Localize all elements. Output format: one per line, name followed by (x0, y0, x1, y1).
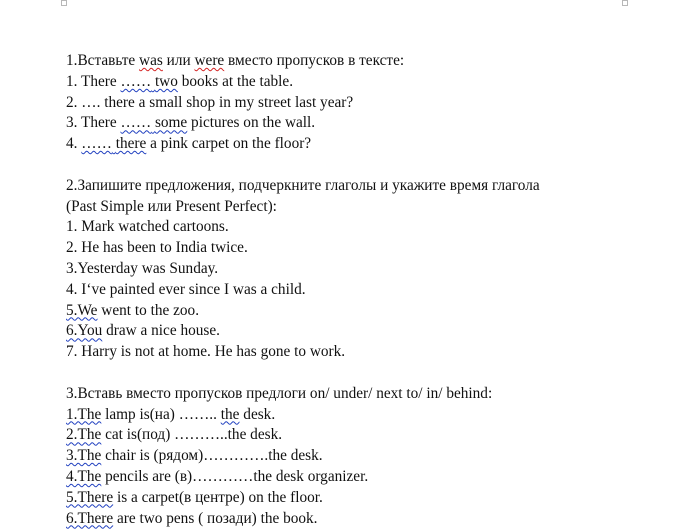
spellcheck-word: was (139, 52, 163, 69)
sentence-text: a pink carpet on the floor? (146, 135, 312, 153)
task1-title-part: или (162, 52, 195, 69)
page-corner-mark-right (622, 0, 628, 6)
paragraph-gap (66, 155, 666, 176)
grammar-flagged-word: 4.The (66, 467, 102, 485)
sentence-text: went to the zoo. (97, 301, 200, 319)
document-body (66, 51, 666, 529)
task2-sentence-6 (66, 321, 666, 342)
task3-sentence-5 (66, 488, 666, 509)
grammar-flagged-word: some (154, 114, 188, 132)
task1-title-part: 1.Вставьте (66, 52, 140, 69)
sentence-text: 4. (66, 135, 82, 153)
sentence-text: books at the table. (177, 72, 294, 90)
grammar-flagged-word: 2.The (66, 426, 102, 444)
grammar-flagged-word: two (154, 72, 178, 90)
blank-gap: …… (120, 114, 152, 132)
blank-gap: …… (81, 135, 112, 153)
task2-sentence-2: 2. He has been to India twice. (66, 239, 248, 257)
page-corner-mark-left (61, 0, 67, 6)
task2-title: 2.Запишите предложения, подчеркните глаголы и укажите время глагола (66, 176, 540, 194)
grammar-flagged-word: 5.We (66, 301, 98, 319)
grammar-flagged-word: 1.The (66, 405, 102, 423)
task2-sentence-1: 1. Mark watched cartoons. (66, 218, 229, 236)
grammar-flagged-word: 6.You (66, 322, 103, 340)
sentence-text: pencils are (в)…………the desk organizer. (101, 467, 369, 485)
task3-sentence-2 (66, 425, 666, 446)
task1-title-part: вместо пропусков в тексте: (224, 52, 405, 69)
task2-sentence-4: 4. I‘ve painted ever since I was a child. (66, 280, 306, 298)
spellcheck-word: were (194, 52, 225, 69)
sentence-text: chair is (рядом)………….the desk. (101, 447, 323, 465)
sentence-text: are two pens ( позади) the book. (113, 509, 318, 527)
sentence-text: is a carpet(в центре) on the floor. (113, 488, 323, 506)
task3-sentence-4 (66, 467, 666, 488)
grammar-flagged-word: the (220, 405, 240, 423)
sentence-text: cat is(под) ………..the desk. (101, 426, 283, 444)
task1-sentence-1 (66, 72, 666, 93)
task2-sentence-3: 3.Yesterday was Sunday. (66, 259, 219, 277)
blank-gap: …… (120, 72, 152, 90)
task1-sentence-2: 2. …. there a small shop in my street last year? (66, 93, 354, 111)
task1-title (66, 51, 666, 72)
sentence-text: lamp is(на) …….. (101, 405, 221, 423)
task1-sentence-3 (66, 113, 666, 134)
task3-sentence-1 (66, 405, 666, 426)
task1-sentence-4 (66, 134, 666, 155)
grammar-flagged-word: 3.The (66, 447, 102, 465)
task3-sentence-3 (66, 446, 666, 467)
task2-subtitle: (Past Simple или Present Perfect): (66, 197, 277, 215)
task2-sentence-7: 7. Harry is not at home. He has gone to work. (66, 343, 346, 361)
grammar-flagged-word: 5.There (66, 488, 114, 506)
sentence-text: 1. There (66, 72, 121, 90)
sentence-text: draw a nice house. (102, 322, 220, 340)
grammar-flagged-word: there (115, 135, 147, 153)
sentence-text: 3. There (66, 114, 121, 132)
paragraph-gap (66, 363, 666, 384)
sentence-text: pictures on the wall. (187, 114, 316, 132)
grammar-flagged-word: 6.There (66, 509, 114, 527)
task3-title: 3.Вставь вместо пропусков предлоги on/ under/ next to/ in/ behind: (66, 384, 493, 402)
task2-sentence-5 (66, 301, 666, 322)
sentence-text: desk. (239, 405, 276, 423)
